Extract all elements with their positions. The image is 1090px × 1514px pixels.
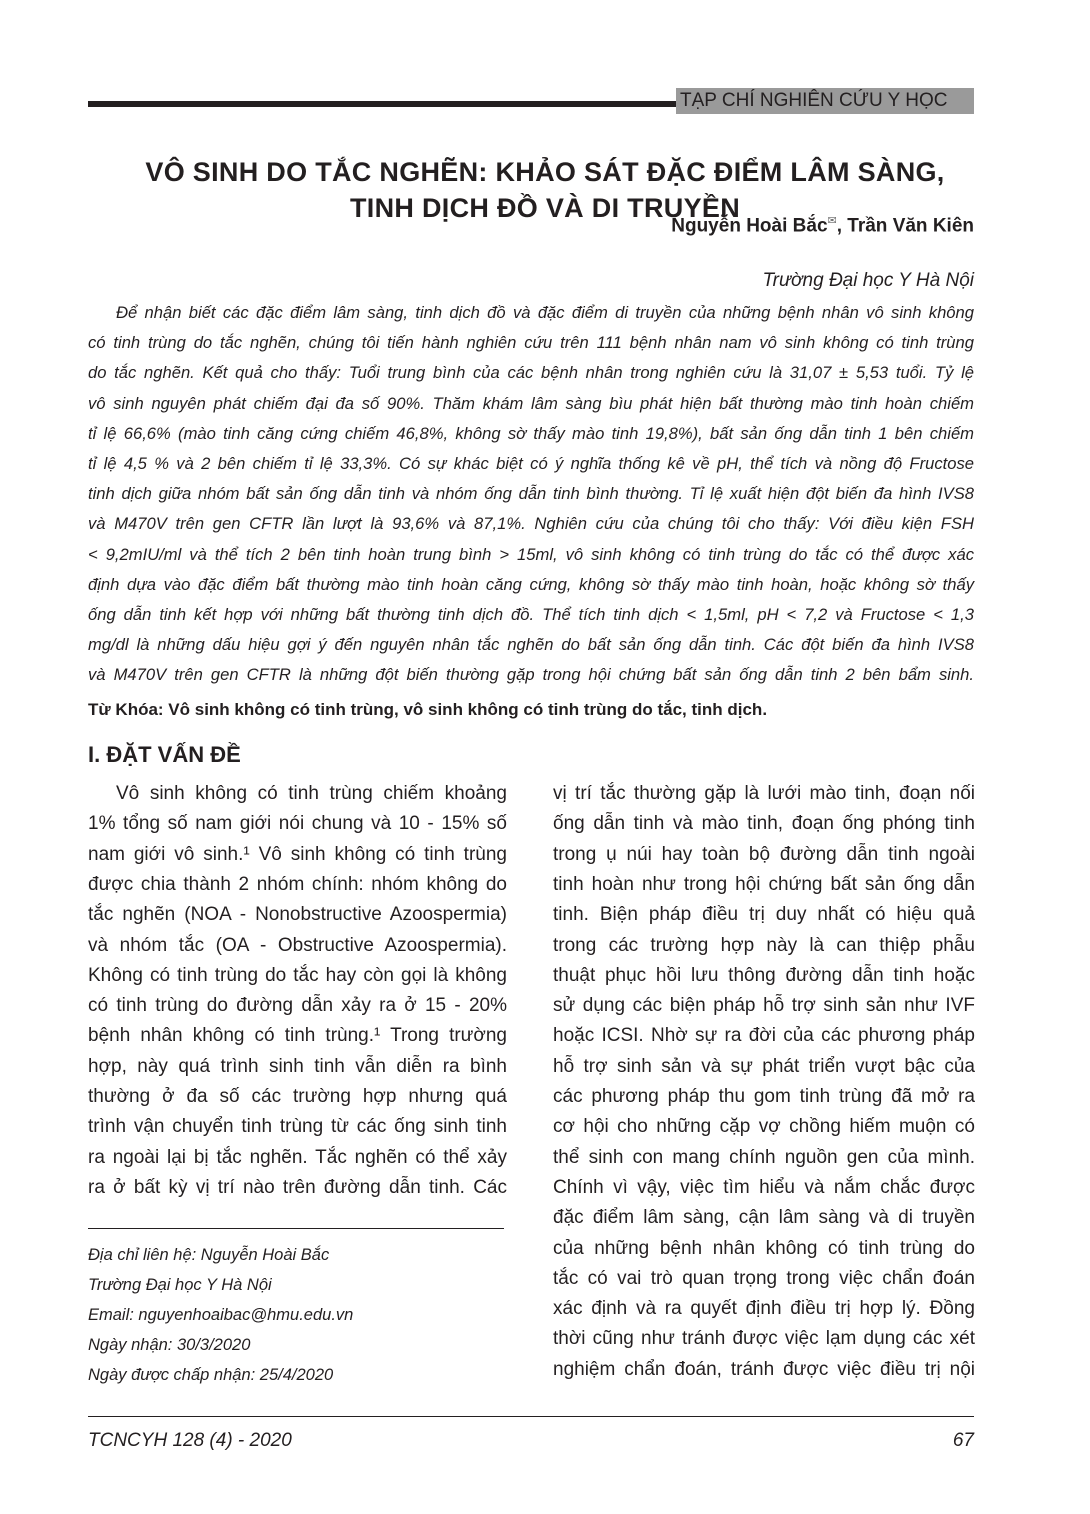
- body-line: được chia thành 2 nhóm chính: nhóm không do: [88, 873, 507, 895]
- body-line: cơ hội cho những cặp vợ chồng hiếm muộn có: [553, 1116, 975, 1138]
- body-line: các phương pháp thu gom tinh trùng đã mở ra: [553, 1086, 975, 1107]
- footnote-line: Ngày được chấp nhận: 25/4/2020: [88, 1366, 334, 1384]
- body-line: hỗ trợ sinh sản và sự phát triển vượt bậc của: [553, 1055, 975, 1077]
- body-line: hoặc ICSI. Nhờ sự ra đời của các phương pháp: [553, 1025, 975, 1047]
- footer-citation: TCNCYH 128 (4) - 2020: [88, 1430, 292, 1451]
- body-line: Không có tinh trùng do tắc hay còn gọi là không: [88, 964, 507, 986]
- page-number: 67: [952, 1430, 974, 1451]
- body-line: đặc điểm lâm sàng, cận lâm sàng và di truyền: [553, 1207, 975, 1229]
- body-line: Chính vì vậy, việc tìm hiểu và nắm chắc được: [553, 1176, 975, 1198]
- authors: [671, 214, 974, 237]
- footnote-line: Email: nguyenhoaibac@hmu.edu.vn: [88, 1306, 354, 1324]
- body-line: xác định và ra quyết định điều trị hợp lý. Đồng: [553, 1298, 975, 1320]
- body-line: ra ngoài lại bị tắc nghẽn. Tắc nghẽn có thể xảy: [88, 1146, 507, 1168]
- abstract-line: do tắc nghẽn. Kết quả cho thấy: Tuổi trung bình của các bệnh nhân trong nghiên cứu là 31,07 ± 5,53 tuổi. Tỷ lệ: [88, 363, 974, 383]
- body-line: của những bệnh nhân không có tinh trùng do: [553, 1237, 975, 1259]
- body-line: nghiệm chẩn đoán, tránh được việc điều trị nội: [553, 1358, 975, 1380]
- body-line: vị trí tắc thường gặp là lưới mào tinh, đoạn nối: [553, 783, 975, 804]
- body-line: thời cũng như tránh được việc lạm dụng các xét: [553, 1328, 975, 1350]
- body-line: nam giới vô sinh.¹ Vô sinh không có tinh trùng: [88, 843, 507, 865]
- body-line: thường ở đa số các trường hợp nhưng quá: [88, 1086, 507, 1107]
- body-line: Vô sinh không có tinh trùng chiếm khoảng: [116, 783, 507, 804]
- body-line: thể sinh con mang chính nguồn gen của mình.: [553, 1146, 975, 1168]
- affiliation: Trường Đại học Y Hà Nội: [762, 270, 974, 291]
- body-line: trong các trường hợp này là can thiệp phẫu: [553, 934, 975, 956]
- abstract-line: định dựa vào đặc điểm bất thường mào tinh hoàn căng cứng, không sờ thấy mào tinh hoàn, hoặc không sờ thấy: [88, 574, 974, 594]
- abstract-line: Để nhận biết các đặc điểm lâm sàng, tinh dịch đồ và đặc điểm di truyền của những bệnh nhân vô sinh không: [116, 303, 974, 322]
- body-line: sử dụng các biện pháp hỗ trợ sinh sản như IVF: [553, 995, 975, 1017]
- body-line: trình vận chuyển tinh trùng từ các ống sinh tinh: [88, 1116, 507, 1138]
- abstract-line: tinh dịch giữa nhóm bất sản ống dẫn tinh và nhóm ống dẫn tinh bình thường. Tỉ lệ xuất hiện đột biến đa hình IVS8: [88, 484, 974, 504]
- abstract-line: có tinh trùng do tắc nghẽn, chúng tôi tiến hành nghiên cứu trên 111 bệnh nhân nam vô sinh không có tinh trùng: [88, 333, 974, 353]
- abstract-line: tỉ lệ 4,5 % và 2 bên chiếm tỉ lệ 33,3%. Có sự khác biệt có ý nghĩa thống kê về pH, thể tích và nồng độ Fructose: [88, 454, 974, 473]
- body-line: có tinh trùng do đường dẫn xảy ra ở 15 - 20%: [88, 995, 507, 1017]
- footnote-line: Ngày nhận: 30/3/2020: [88, 1336, 251, 1354]
- abstract-line: và M470V trên gen CFTR lần lượt là 93,6% và 87,1%. Nghiên cứu của chúng tôi cho thấy: Với điều kiện FSH: [88, 514, 974, 534]
- body-line: 1% tổng số nam giới nói chung và 10 - 15% số: [88, 813, 507, 835]
- abstract-line: mg/dl là những dấu hiệu gợi ý đến nguyên nhân tắc nghẽn do bất sản ống dẫn tinh. Các đột biến đa hình IVS8: [88, 635, 974, 655]
- author-1: Nguyễn Hoài Bắc: [671, 215, 828, 237]
- footnote-line: Trường Đại học Y Hà Nội: [88, 1276, 272, 1294]
- footnote-line: Địa chỉ liên hệ: Nguyễn Hoài Bắc: [88, 1246, 330, 1264]
- body-line: hợp, này quá trình sinh tinh vẫn diễn ra bình: [88, 1055, 507, 1077]
- body-line: tắc nghẽn (NOA - Nonobstructive Azoospermia): [88, 904, 507, 926]
- body-line: và nhóm tắc (OA - Obstructive Azoospermia).: [88, 934, 507, 956]
- abstract-line: ống dẫn tinh kết hợp với những bất thường tinh dịch đồ. Thể tích tinh dịch < 1,5ml, pH < 7,2 và Fructose < 1,3: [88, 605, 974, 624]
- abstract-line: tỉ lệ 66,6% (mào tinh căng cứng chiếm 46,8%, không sờ thấy mào tinh 19,8%), bất sản ống dẫn tinh 1 bên chiếm: [88, 423, 974, 443]
- body-line: ra ở bất kỳ vị trí nào trên đường dẫn tinh. Các: [88, 1176, 507, 1198]
- abstract-line: vô sinh nguyên phát chiếm đại đa số 90%. Thăm khám lâm sàng bìu phát hiện bất thường mào tinh hoàn chiếm: [88, 393, 974, 413]
- abstract-line: < 9,2mIU/ml và thể tích 2 bên tinh hoàn trung bình > 15ml, vô sinh không có tinh trùng do tắc có thể được xác: [88, 544, 974, 564]
- footnote-rule: [88, 1228, 504, 1229]
- body-line: trong ụ núi hay toàn bộ đường dẫn tinh ngoài: [553, 843, 975, 865]
- body-line: tinh hoàn như trong hội chứng bất sản ống dẫn: [553, 873, 975, 895]
- body-line: tinh. Biện pháp điều trị duy nhất có hiệu quả: [553, 904, 975, 926]
- keywords: Từ Khóa: Vô sinh không có tinh trùng, vô sinh không có tinh trùng do tắc, tinh dịch.: [88, 700, 768, 719]
- mail-icon: ✉: [827, 215, 837, 227]
- body-line: ống dẫn tinh và mào tinh, đoạn ống phóng tinh: [553, 813, 975, 835]
- abstract-line: và M470V trên gen CFTR là những đột biến thường gặp trong hội chứng bất sản ống dẫn tinh 2 bên bẩm sinh.: [88, 665, 974, 685]
- body-line: thuật phục hồi lưu thông đường dẫn tinh hoặc: [553, 964, 975, 986]
- header-rule: [88, 101, 678, 107]
- section-title: I. ĐẶT VẤN ĐỀ: [88, 742, 241, 767]
- journal-name: TẠP CHÍ NGHIÊN CỨU Y HỌC: [676, 88, 974, 114]
- article-title-line-2: TINH DỊCH ĐỒ VÀ DI TRUYỀN: [349, 193, 740, 223]
- footer-rule: [88, 1416, 974, 1417]
- body-line: tắc có vai trò quan trọng trong việc chẩn đoán: [553, 1267, 975, 1289]
- article-title-line-1: VÔ SINH DO TẮC NGHẼN: KHẢO SÁT ĐẶC ĐIỂM LÂM SÀNG,: [145, 157, 945, 187]
- author-2: , Trần Văn Kiên: [836, 215, 974, 237]
- body-line: bệnh nhân không có tinh trùng.¹ Trong trường: [88, 1025, 507, 1047]
